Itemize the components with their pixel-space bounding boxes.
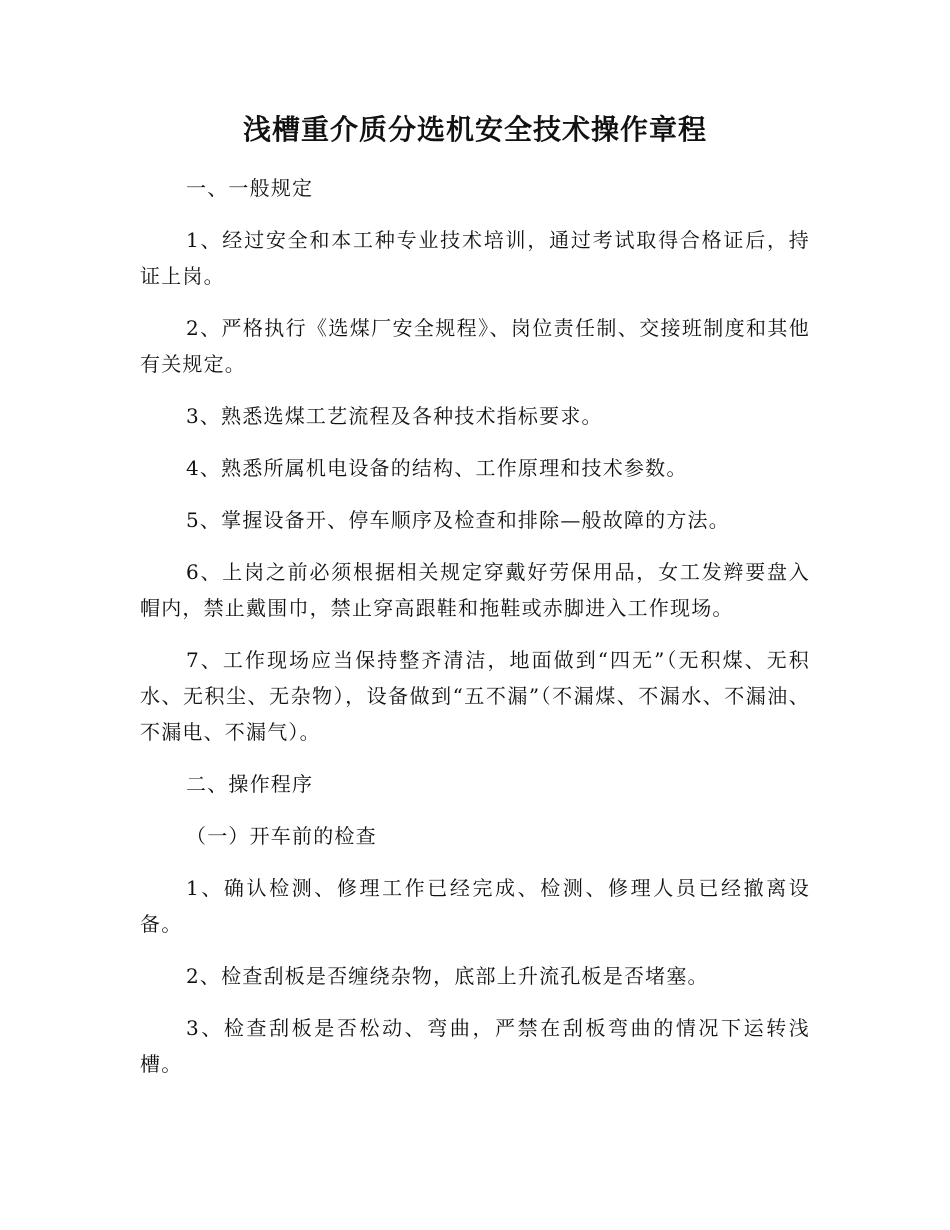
- paragraph-item: 5、掌握设备开、停车顺序及检查和排除—般故障的方法。: [186, 508, 730, 532]
- section-heading-operation: 二、操作程序: [186, 772, 314, 796]
- subsection-heading-pre-start-check: （一）开车前的检查: [186, 824, 377, 848]
- paragraph-item: 2、严格执行《选煤厂安全规程》、岗位责任制、交接班制度和其他有关规定。: [140, 316, 810, 376]
- paragraph-item: 3、熟悉选煤工艺流程及各种技术指标要求。: [186, 404, 603, 428]
- section-heading-general: 一、一般规定: [186, 176, 314, 200]
- paragraph-item: 3、检查刮板是否松动、弯曲，严禁在刮板弯曲的情况下运转浅槽。: [140, 1016, 810, 1076]
- paragraph-item: 4、熟悉所属机电设备的结构、工作原理和技术参数。: [186, 456, 688, 480]
- paragraph-item: 6、上岗之前必须根据相关规定穿戴好劳保用品，女工发辫要盘入帽内，禁止戴围巾，禁止穿高跟鞋和拖鞋或赤脚进入工作现场。: [140, 560, 810, 620]
- paragraph-item: 1、确认检测、修理工作已经完成、检测、修理人员已经撤离设备。: [140, 876, 810, 936]
- paragraph-item: 7、工作现场应当保持整齐清洁，地面做到“四无”（无积煤、无积水、无积尘、无杂物），设备做到“五不漏”（不漏煤、不漏水、不漏油、不漏电、不漏气）。: [140, 648, 810, 744]
- document-body: [140, 108, 810, 1098]
- paragraph-item: 1、经过安全和本工种专业技术培训，通过考试取得合格证后，持证上岗。: [140, 228, 810, 288]
- paragraph-item: 2、检查刮板是否缠绕杂物，底部上升流孔板是否堵塞。: [186, 964, 709, 988]
- document-title: 浅槽重介质分选机安全技术操作章程: [242, 113, 707, 146]
